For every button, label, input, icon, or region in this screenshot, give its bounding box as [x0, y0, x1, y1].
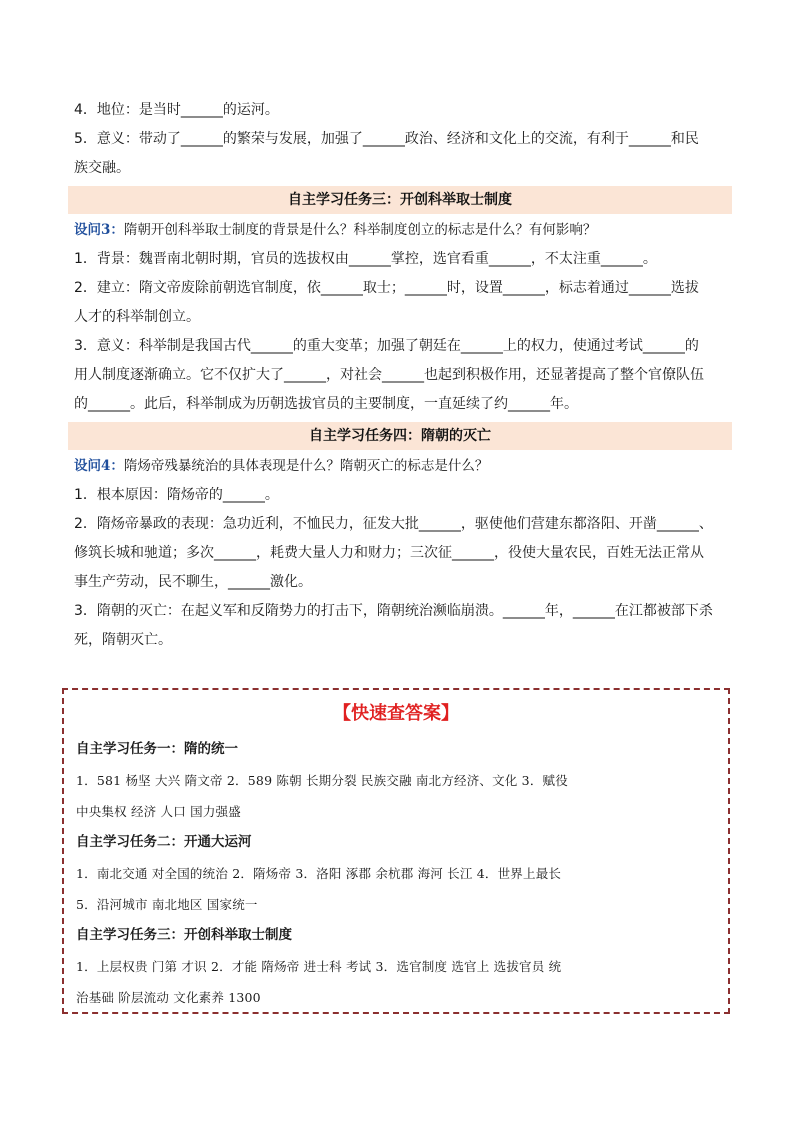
answer-line: 5．沿河城市 南北地区 国家统一: [76, 897, 258, 912]
answer-line: 1．南北交通 对全国的统治 2．隋炀帝 3．洛阳 涿郡 余杭郡 海河 长江 4．世界上最长: [76, 866, 562, 881]
text-line: 2．隋炀帝暴政的表现：急功近利，不恤民力，征发大批______，驱使他们营建东都洛阳、开凿______、: [74, 516, 713, 532]
text-line: 死，隋朝灭亡。: [74, 632, 172, 648]
text-line: 3．意义：科举制是我国古代______的重大变革；加强了朝廷在______上的权力，使通过考试______的: [74, 338, 699, 354]
answer-section-heading: 自主学习任务一：隋的统一: [76, 741, 238, 757]
answer-title: 【快速查答案】: [333, 703, 459, 724]
text-line: 3．隋朝的灭亡：在起义军和反隋势力的打击下，隋朝统治濒临崩溃。______年，______在江都被部下杀: [74, 603, 713, 619]
text-line: 修筑长城和驰道；多次______，耗费大量人力和财力；三次征______，役使大量农民，百姓无法正常从: [74, 545, 704, 561]
answer-line: 治基础 阶层流动 文化素养 1300: [76, 990, 261, 1005]
answer-section-heading: 自主学习任务三：开创科举取士制度: [76, 927, 292, 943]
text-line: 1．背景：魏晋南北朝时期，官员的选拔权由______掌控，选官看重______，不太注重______。: [74, 251, 657, 267]
question-text: 隋炀帝残暴统治的具体表现是什么？隋朝灭亡的标志是什么？: [123, 458, 489, 474]
answer-line: 中央集权 经济 人口 国力强盛: [76, 804, 241, 819]
worksheet-body: [74, 96, 726, 655]
task3-heading: 自主学习任务三：开创科举取士制度: [68, 186, 732, 214]
question-label: 设问3：: [74, 222, 124, 238]
question-label: 设问4：: [74, 458, 124, 474]
task4-question: [74, 452, 726, 481]
task3-question: [74, 216, 726, 245]
text-line: 用人制度逐渐确立。它不仅扩大了______，对社会______也起到积极作用，还显著提高了整个官僚队伍: [74, 367, 704, 383]
text-line: 事生产劳动，民不聊生，______激化。: [74, 574, 312, 590]
text-line: 4．地位：是当时______的运河。: [74, 102, 279, 118]
task4-heading: 自主学习任务四：隋朝的灭亡: [68, 422, 732, 450]
question-text: 隋朝开创科举取士制度的背景是什么？科举制度创立的标志是什么？有何影响？: [123, 222, 597, 238]
text-line: 族交融。: [74, 160, 130, 176]
answer-section-heading: 自主学习任务二：开通大运河: [76, 834, 252, 850]
text-line: 的______。此后，科举制成为历朝选拔官员的主要制度，一直延续了约______年。: [74, 396, 578, 412]
answer-list: [76, 734, 720, 1013]
answer-line: 1．581 杨坚 大兴 隋文帝 2．589 陈朝 长期分裂 民族交融 南北方经济、文化 3．赋役: [76, 773, 568, 788]
text-line: 5．意义：带动了______的繁荣与发展，加强了______政治、经济和文化上的交流，有利于______和民: [74, 131, 699, 147]
text-line: 1．根本原因：隋炀帝的______。: [74, 487, 279, 503]
answer-line: 1．上层权贵 门第 才识 2．才能 隋炀帝 进士科 考试 3．选官制度 选官上 选拔官员 统: [76, 959, 562, 974]
text-line: 人才的科举制创立。: [74, 309, 200, 325]
answer-box: [62, 688, 730, 1014]
text-line: 2．建立：隋文帝废除前朝选官制度，依______取士；______时，设置______，标志着通过______选拔: [74, 280, 699, 296]
